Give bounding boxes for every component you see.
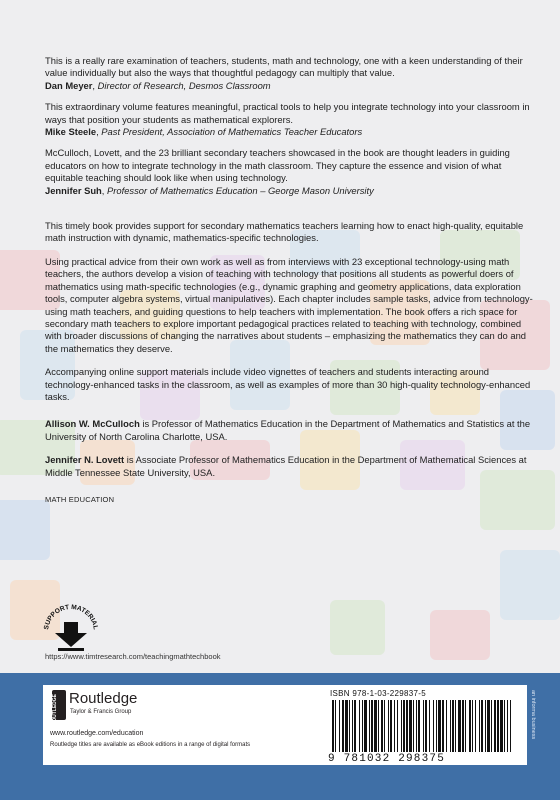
barcode-bar bbox=[352, 700, 353, 752]
barcode-bar bbox=[425, 700, 427, 752]
barcode-bar bbox=[369, 700, 370, 752]
publisher-website[interactable]: www.routledge.com/education bbox=[50, 730, 144, 737]
barcode-bar bbox=[479, 700, 480, 752]
endorser-name: Dan Meyer bbox=[45, 79, 93, 91]
publisher-name: Routledge bbox=[69, 690, 138, 707]
endorsement: McCulloch, Lovett, and the 23 brilliant secondary teachers showcased in the book are thought leaders in guiding educators on how to integrate technology in the math classroom. They capture the essence and vision of what equitable teaching should look like when using technology. Jennifer Suh, Professor of Mathematics Education – George Mason University bbox=[45, 147, 540, 197]
barcode-bar bbox=[481, 700, 483, 752]
barcode-bar bbox=[349, 700, 350, 752]
barcode-bar bbox=[342, 700, 344, 752]
barcode-bar bbox=[384, 700, 385, 752]
barcode-bar bbox=[406, 700, 408, 752]
barcode-bar bbox=[397, 700, 398, 752]
barcode-bar bbox=[362, 700, 363, 752]
barcode-bar bbox=[429, 700, 430, 752]
subject-category: MATH EDUCATION bbox=[45, 494, 115, 504]
barcode-bar bbox=[433, 700, 434, 752]
barcode-bar bbox=[374, 700, 377, 752]
barcode-bar bbox=[450, 700, 451, 752]
barcode-bar bbox=[332, 700, 334, 752]
barcode-bar bbox=[507, 700, 508, 752]
endorsement: This extraordinary volume features meaningful, practical tools to help you integrate technology into your classroom in ways that position your students as mathematical explorers. Mike Steele, Past President, Association of Mathematics Teacher Educators bbox=[45, 101, 540, 138]
barcode-bar bbox=[364, 700, 367, 752]
support-material-label: SUPPORT MATERIAL bbox=[43, 603, 99, 631]
bg-tile bbox=[500, 550, 560, 620]
barcode-bar bbox=[409, 700, 412, 752]
barcode-bar bbox=[494, 700, 496, 752]
author-bio bbox=[45, 418, 540, 443]
description-paragraph: This timely book provides support for secondary mathematics teachers learning how to enact high-quality, equitable math instruction with dynamic, mathematics-specific technologies. bbox=[45, 220, 524, 244]
author-bio bbox=[45, 454, 540, 479]
barcode-number: 9 781032 298375 bbox=[328, 753, 446, 765]
support-url[interactable]: https://www.timtresearch.com/teachingmathtechbook bbox=[45, 652, 221, 661]
publisher-group: Taylor & Francis Group bbox=[70, 709, 132, 715]
barcode-bar bbox=[446, 700, 447, 752]
barcode-bar bbox=[335, 700, 336, 752]
barcode-bar bbox=[442, 700, 444, 752]
barcode-bar bbox=[497, 700, 499, 752]
barcode-bar bbox=[475, 700, 476, 752]
barcode-bar bbox=[394, 700, 395, 752]
barcode-bar bbox=[413, 700, 414, 752]
barcode-bar bbox=[469, 700, 471, 752]
author-name: Jennifer N. Lovett bbox=[45, 454, 125, 466]
barcode-bar bbox=[423, 700, 424, 752]
barcode-bar bbox=[390, 700, 392, 752]
barcode-bar bbox=[465, 700, 466, 752]
bg-tile bbox=[330, 600, 385, 655]
barcode bbox=[328, 700, 518, 752]
barcode-bar bbox=[458, 700, 461, 752]
routledge-logo-icon bbox=[52, 690, 66, 726]
barcode-bar bbox=[378, 700, 379, 752]
barcode-bar bbox=[381, 700, 383, 752]
author-bio-text: is Associate Professor of Mathematics Education in the Department of Mathematical Sciences at Middle Tennessee State University, USA. bbox=[45, 454, 527, 478]
barcode-bar bbox=[371, 700, 373, 752]
barcode-bar bbox=[403, 700, 405, 752]
isbn: ISBN 978-1-03-229837-5 bbox=[330, 689, 426, 698]
bg-tile bbox=[430, 610, 490, 660]
endorsement: This is a really rare examination of teachers, students, math and technology, one with a keen understanding of their value individually but also the ways that thoughtful pedagogy can multiply that value. Dan Meyer, Director of Research, Desmos Classroom bbox=[45, 55, 540, 92]
barcode-bar bbox=[504, 700, 505, 752]
bg-tile bbox=[0, 500, 50, 560]
barcode-bar bbox=[345, 700, 348, 752]
barcode-bar bbox=[339, 700, 340, 752]
barcode-bar bbox=[359, 700, 360, 752]
endorser-name: Mike Steele bbox=[45, 126, 97, 138]
barcode-bar bbox=[416, 700, 417, 752]
barcode-bar bbox=[354, 700, 356, 752]
barcode-bar bbox=[472, 700, 473, 752]
barcode-bar bbox=[452, 700, 454, 752]
barcode-bar bbox=[487, 700, 490, 752]
barcode-bar bbox=[462, 700, 464, 752]
endorsement-text: This is a really rare examination of teachers, students, math and technology, one with a keen understanding of their value individually but also the ways that thoughtful pedagogy can multiply that value. bbox=[45, 55, 523, 79]
support-material-icon bbox=[40, 602, 102, 652]
endorsement-text: McCulloch, Lovett, and the 23 brilliant secondary teachers showcased in the book are thought leaders in guiding educators on how to integrate technology in the math classroom. They capture the essence and vision of what equitable teaching should look like when using technology. bbox=[45, 147, 510, 184]
author-bio-text: is Professor of Mathematics Education in the Department of Mathematics and Statistics at the University of North Carolina Charlotte, USA. bbox=[45, 418, 531, 442]
back-cover-text bbox=[45, 55, 540, 504]
author-name: Allison W. McCulloch bbox=[45, 418, 140, 430]
barcode-bar bbox=[485, 700, 486, 752]
barcode-bar bbox=[455, 700, 456, 752]
endorser-role: Past President, Association of Mathematics Teacher Educators bbox=[101, 126, 363, 138]
endorsement-text: This extraordinary volume features meaningful, practical tools to help you integrate technology into your classroom in ways that position your students as mathematical explorers. bbox=[45, 101, 530, 125]
barcode-bar bbox=[438, 700, 441, 752]
endorser-name: Jennifer Suh bbox=[45, 184, 102, 196]
endorser-role: Director of Research, Desmos Classroom bbox=[97, 79, 271, 91]
barcode-bar bbox=[491, 700, 492, 752]
section-gap bbox=[45, 206, 540, 220]
barcode-bar bbox=[436, 700, 437, 752]
barcode-bar bbox=[401, 700, 402, 752]
endorser-role: Professor of Mathematics Education – George Mason University bbox=[107, 184, 374, 196]
description-paragraph: Accompanying online support materials include video vignettes of teachers and students interacting around technology-enhanced tasks in the classroom, as well as examples of more than 30 high-quality technology-enhanced tasks. bbox=[45, 366, 531, 402]
ebook-note: Routledge titles are available as eBook editions in a range of digital formats bbox=[50, 742, 251, 748]
barcode-bar bbox=[388, 700, 389, 752]
description-paragraph: Using practical advice from their own work as well as from interviews with 23 exceptional technology-using math teachers, the authors develop a vision of teaching with technology that positions all students as powerful doers of mathematics using math-specific technologies (e.g., dynamic graphing and geometry applications, data exploration tools, computer algebra systems, virtual manipulatives). Each chapter includes sample tasks, advice from technology-using math teachers, and guiding questions to help teachers with implementation. The book offers a rich space for secondary math teachers to explore important pedagogical practices related to teaching with technology, combined with broader discussions of changing the narratives about students – emphasizing the mathematics they can do and the mathematics they deserve. bbox=[45, 255, 533, 354]
informa-tagline: an informa business bbox=[530, 690, 536, 740]
logo-text: ROUTLEDGE bbox=[52, 694, 58, 726]
barcode-bar bbox=[500, 700, 503, 752]
barcode-bar bbox=[510, 700, 511, 752]
barcode-bar bbox=[418, 700, 420, 752]
